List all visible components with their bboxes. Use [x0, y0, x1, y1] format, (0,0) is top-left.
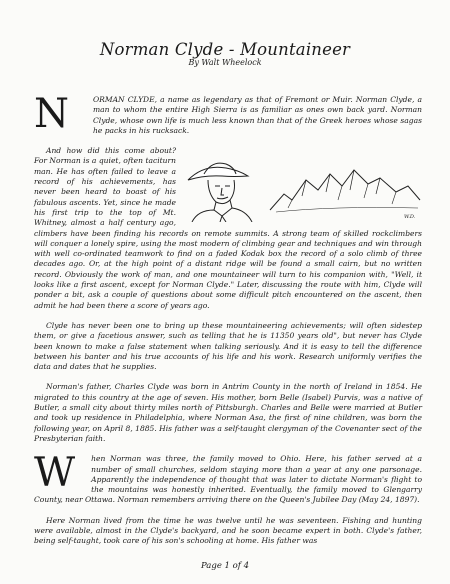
author-byline: By Walt Wheelock — [188, 58, 262, 67]
page-number: Page 1 of 4 — [200, 561, 250, 571]
drop-cap-w: W — [34, 450, 76, 497]
paragraph-origins — [34, 146, 422, 311]
paragraph-family: Norman's father, Charles Clyde was born in Antrim County in the north of Ireland in 1854. He migrated to this country at the age of seven. His mother, born Belle (Isabel) Purvis, was a native of Butler, a small city about thirty miles north of Pittsburgh. Charles and Belle were married at Butler and took up residence in Philadelphia, where Norman Asa, the first of nine children, was born the following year, on April 8, 1885. His father was a self-taught clergyman of the Covenanter sect of the Presbyterian faith. — [34, 382, 422, 443]
paragraph-intro — [34, 91, 422, 137]
drop-cap-n: N — [34, 91, 69, 137]
article-body — [34, 91, 422, 557]
paragraph-origins-text: And how did this come about? For Norman is a quiet, often taciturn man. He has often failed to leave a record of his achievements, has never been heard to boast of his fabulous ascents. Yet, since he made his first trip to the top of Mt. Whitney, almost a half century ago, climbers have been finding his records on remote summits. A strong team of skilled rockclimbers will conquer a lonely spire, using the most modern of climbing gear and techniques and win through with well co-ordinated teamwork to find on a faded Kodak box the record of a solo climb of three decades ago. Or, at the high point of a distant ridge will be found a small cairn, but no written record. Obviously the work of man, and one mountaineer will turn to his companion with, "Well, it looks like a first ascent, except for Norman Clyde." Later, discussing the route with him, Clyde will ponder a bit, ask a couple of questions about some difficult pitch encountered on the ascent, then admit he had been there a score of years ago. — [34, 146, 422, 310]
paragraph-intro-text: ORMAN CLYDE, a name as legendary as that of Fremont or Muir. Norman Clyde, a man to whom the entire High Sierra is as familiar as ones own back yard. Norman Clyde, whose own life is much less known than that of the Greek heroes whose sagas he packs in his rucksack. — [93, 95, 422, 135]
paragraph-ohio-text: hen Norman was three, the family moved to Ohio. Here, his father served at a number of small churches, seldom staying more than a year at any one parsonage. Apparently the independence of thought that was later to dictate Norman's flight to the mountains was honestly inherited. Eventually, the family moved to Glengarry County, near Ottawa. Norman remembers arriving there on the Queen's Jubilee Day (May 24, 1897). — [34, 454, 422, 505]
paragraph-banter: Clyde has never been one to bring up these mountaineering achievements; will often sidestep them, or give a facetious answer, such as telling that he is 11350 years old", but never has Clyde been known to make a false statement when talking seriously. And it is easy to tell the difference between his banter and his true accounts of his life and his work. Research uniformly verifies the data and dates that he supplies. — [34, 320, 422, 372]
paragraph-youth: Here Norman lived from the time he was twelve until he was seventeen. Fishing and hunting were available, almost in the Clyde's backyard, and he soon became expert in both. Clyde's father, being self-taught, took care of his son's schooling at home. His father was — [34, 515, 422, 546]
article-title: Norman Clyde - Mountaineer — [99, 40, 351, 59]
clyde-and-peaks-sketch — [182, 150, 422, 222]
paragraph-ohio — [34, 450, 422, 505]
illustration-clyde-mountains — [182, 150, 422, 222]
illustration-signature: W.D. — [404, 214, 416, 221]
